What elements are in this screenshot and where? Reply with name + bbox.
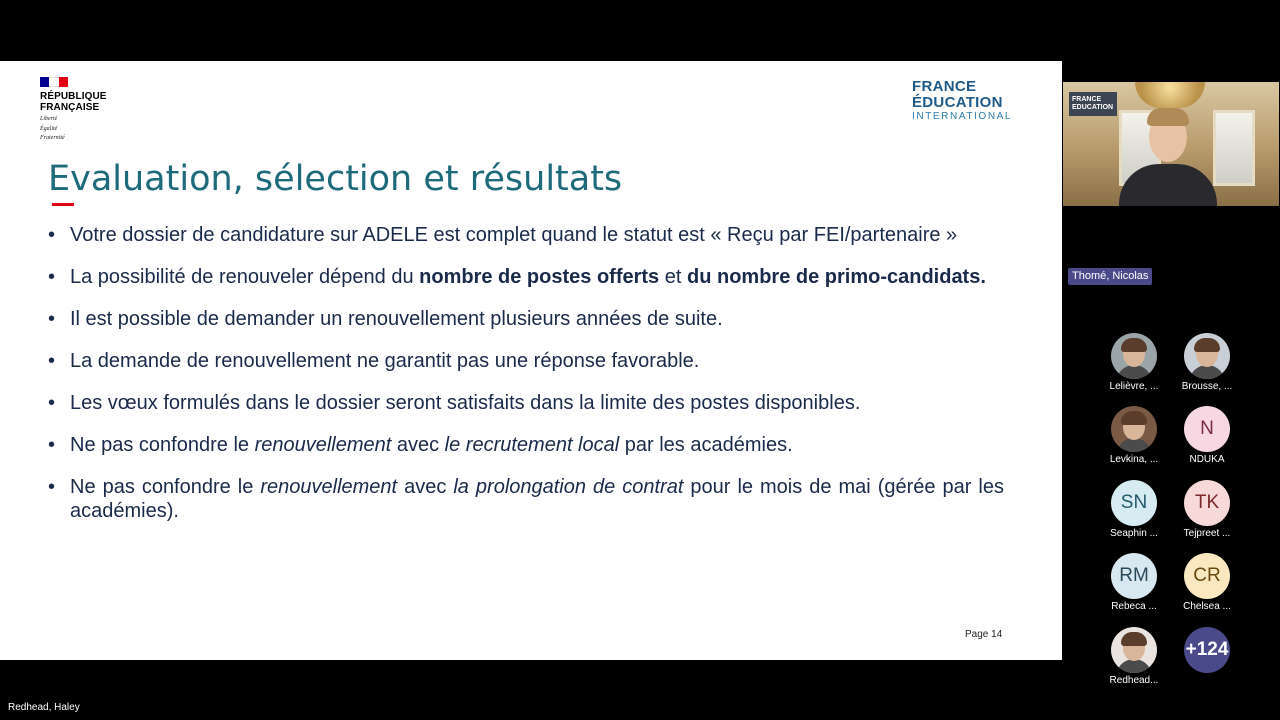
- avatar-initials: CR: [1193, 565, 1221, 586]
- bullet-text: Les vœux formulés dans le dossier seront satisfaits dans la limite des postes disponibles.: [70, 392, 861, 414]
- participant-name: Chelsea ...: [1183, 601, 1231, 612]
- participant-name: Levkina, ...: [1109, 454, 1159, 465]
- participant-name: Seaphin ...: [1110, 528, 1158, 539]
- participant-tile[interactable]: [1099, 406, 1169, 466]
- participant-name: Redhead...: [1109, 675, 1159, 686]
- bullet-text: et: [659, 266, 687, 288]
- bullet-text: Votre dossier de candidature sur ADELE est complet quand le statut est « Reçu par FEI/partenaire »: [70, 224, 958, 246]
- avatar-photo-hair: [1121, 411, 1147, 425]
- bullet-italic-text: le recrutement local: [444, 434, 620, 456]
- avatar: [1111, 406, 1157, 452]
- participant-tile[interactable]: [1172, 480, 1242, 540]
- bullet-item: [48, 391, 1004, 415]
- bullet-text: Ne pas confondre le: [70, 434, 255, 456]
- speaker-badge: [1069, 92, 1117, 116]
- fei-logo-line2: ÉDUCATION: [912, 94, 1003, 111]
- page-number: Page 14: [965, 629, 1003, 640]
- avatar-photo-hair: [1121, 338, 1147, 352]
- france-education-international-logo: [912, 79, 1012, 123]
- bullet-text: Ne pas confondre le: [70, 476, 261, 498]
- more-participants-button[interactable]: [1184, 627, 1230, 673]
- participant-name: Rebeca ...: [1111, 601, 1157, 612]
- speaker-badge-line1: FRANCE: [1072, 96, 1102, 103]
- republique-francaise-logo: [40, 77, 120, 142]
- avatar-initials: TK: [1194, 492, 1220, 513]
- bullet-text: Il est possible de demander un renouvellement plusieurs années de suite.: [70, 308, 723, 330]
- bullet-italic-text: la prolongation de contrat: [453, 476, 684, 498]
- avatar: [1184, 406, 1230, 452]
- avatar-photo-hair: [1194, 338, 1220, 352]
- speaker-name-label: Thomé, Nicolas: [1068, 268, 1152, 285]
- bullet-item: [48, 265, 1004, 289]
- speaker-badge-line2: EDUCATION: [1072, 104, 1114, 111]
- participant-name: Lelièvre, ...: [1109, 381, 1159, 392]
- rf-logo-line2: FRANÇAISE: [40, 102, 100, 113]
- fei-logo-line1: FRANCE: [912, 78, 977, 95]
- bullet-item: [48, 349, 1004, 373]
- avatar: [1111, 333, 1157, 379]
- speaker-video-tile[interactable]: [1063, 82, 1279, 206]
- avatar-initials: +124: [1185, 639, 1229, 660]
- avatar-photo-shoulders: [1116, 365, 1152, 379]
- avatar-photo-hair: [1121, 632, 1147, 646]
- rf-motto-1: Liberté: [40, 116, 58, 122]
- avatar: [1184, 553, 1230, 599]
- avatar: [1111, 553, 1157, 599]
- bullet-item: [48, 475, 1004, 523]
- bullet-item: [48, 223, 1004, 247]
- avatar-initials: SN: [1120, 492, 1148, 513]
- participant-tile[interactable]: [1172, 627, 1242, 673]
- participant-tile[interactable]: [1099, 553, 1169, 613]
- avatar: [1111, 480, 1157, 526]
- avatar-initials: N: [1200, 418, 1214, 439]
- title-underline: [52, 203, 74, 206]
- bullet-text: avec: [397, 476, 454, 498]
- bullet-italic-text: renouvellement: [260, 476, 398, 498]
- presentation-slide: [0, 61, 1062, 660]
- avatar-photo-shoulders: [1189, 365, 1225, 379]
- fei-logo-line3: INTERNATIONAL: [912, 111, 1013, 122]
- avatar-initials: RM: [1119, 565, 1149, 586]
- bullet-bold-text: nombre de postes offerts: [419, 266, 660, 288]
- rf-motto-2: Égalité: [40, 125, 58, 132]
- rf-logo-line1: RÉPUBLIQUE: [40, 91, 107, 102]
- bullet-list: [48, 223, 1004, 541]
- avatar: [1184, 480, 1230, 526]
- participant-name: Brousse, ...: [1181, 381, 1233, 392]
- participant-name: Tejpreet ...: [1183, 528, 1231, 539]
- slide-title: Evaluation, sélection et résultats: [48, 159, 623, 199]
- bullet-bold-text: du nombre de primo-candidats.: [686, 266, 986, 288]
- avatar-photo-shoulders: [1116, 438, 1152, 452]
- avatar: [1184, 333, 1230, 379]
- bullet-item: [48, 307, 1004, 331]
- participant-tile[interactable]: [1172, 553, 1242, 613]
- self-view-name: Redhead, Haley: [8, 702, 80, 713]
- bullet-text: La possibilité de renouveler dépend du: [70, 266, 420, 288]
- bullet-item: [48, 433, 1004, 457]
- avatar: [1111, 627, 1157, 673]
- participant-tile[interactable]: [1172, 406, 1242, 466]
- speaker-hair-shape: [1147, 108, 1189, 126]
- bullet-text: avec: [391, 434, 445, 456]
- participant-name: NDUKA: [1189, 454, 1225, 465]
- french-flag-icon: [40, 77, 68, 87]
- rf-motto-3: Fraternité: [40, 135, 65, 141]
- participant-tile[interactable]: [1099, 480, 1169, 540]
- bullet-text: par les académies.: [619, 434, 793, 456]
- window-shape: [1213, 110, 1255, 186]
- participant-tile[interactable]: [1099, 333, 1169, 393]
- bullet-italic-text: renouvellement: [254, 434, 392, 456]
- chandelier-shape: [1135, 82, 1205, 108]
- participant-tile[interactable]: [1172, 333, 1242, 393]
- bullet-text: pour le mois de mai (gérée par les académies).: [70, 476, 1004, 522]
- bullet-text: La demande de renouvellement ne garantit pas une réponse favorable.: [70, 350, 700, 372]
- avatar-photo-shoulders: [1116, 659, 1152, 673]
- participant-tile[interactable]: [1099, 627, 1169, 687]
